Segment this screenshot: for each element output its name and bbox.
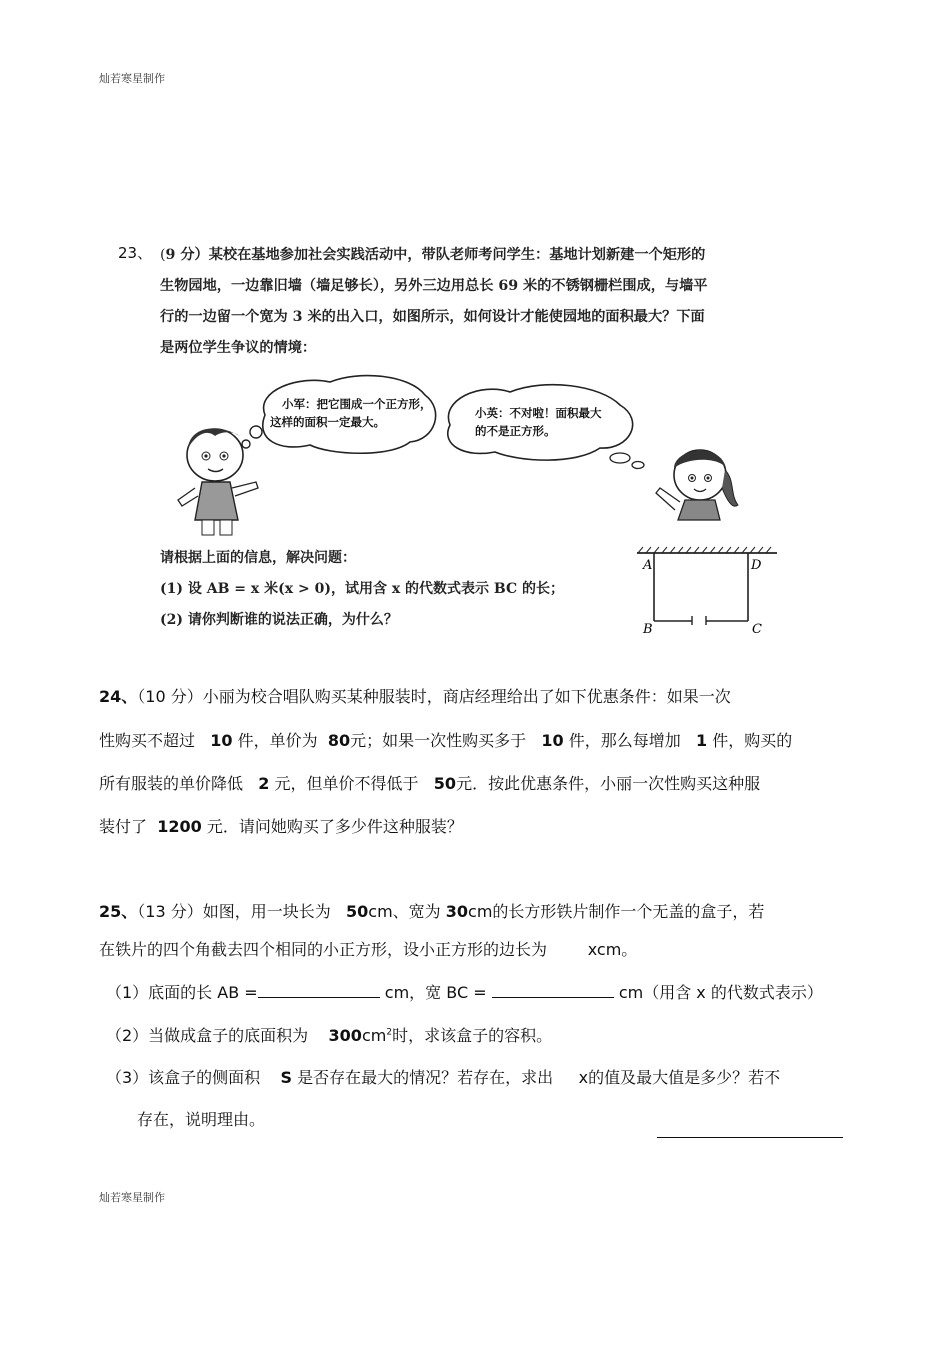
girl-thought-bubble: [448, 385, 644, 469]
page-footer: 灿若寒星制作: [99, 1191, 165, 1204]
boy-bubble-line-1: 小军：把它围成一个正方形，: [282, 397, 432, 411]
boy-bubble-line-2: 这样的面积一定最大。: [270, 415, 385, 429]
q25-line-1: 25、（13 分）如图，用一块长为 50cm、宽为 30cm的长方形铁片制作一个无盖的盒子，若: [99, 902, 765, 921]
boy-thought-bubble: [242, 376, 436, 454]
q24-line-2: 性购买不超过 10 件，单价为 80元；如果一次性购买多于 10 件，那么每增加 1 件，购买的: [99, 731, 793, 750]
garden-diagram: [632, 545, 782, 637]
q25-part-3: （3）该盒子的侧面积 S 是否存在最大的情况？若存在，求出 x的值及最大值是多少？若不: [106, 1068, 781, 1087]
label-A: A: [643, 558, 653, 573]
girl-cartoon-icon: [656, 450, 738, 520]
q25-part-2: （2）当做成盒子的底面积为 $300cm^2$时，求该盒子的容积。: [106, 1026, 553, 1045]
q24-score: （10 分）: [137, 687, 203, 706]
wall-hatching: [638, 547, 771, 553]
q23-line-1: (9 分）某校在基地参加社会实践活动中，带队老师考问学生：基地计划新建一个矩形的: [160, 247, 706, 263]
q23-line-1-text: 9 分）某校在基地参加社会实践活动中，带队老师考问学生：基地计划新建一个矩形的: [165, 247, 706, 263]
q24-number: 24、: [99, 687, 138, 706]
q23-problem-text: [160, 240, 780, 364]
q25-line-2: 在铁片的四个角截去四个相同的小正方形，设小正方形的边长为 xcm。: [99, 940, 638, 959]
ab-answer-blank[interactable]: [258, 983, 380, 998]
q24-line-3: 所有服装的单价降低 2 元，但单价不得低于 50元．按此优惠条件，小丽一次性购买这种服: [99, 774, 761, 793]
page-header: 灿若寒星制作: [99, 72, 165, 85]
label-C: C: [752, 622, 762, 637]
q25-part-1: （1）底面的长 AB = cm，宽 BC = cm（用含 x 的代数式表示）: [106, 983, 823, 1002]
q25-number: 25、: [99, 902, 138, 921]
girl-bubble-line-2: 的不是正方形。: [475, 424, 556, 438]
q24-line-1: [99, 684, 731, 707]
q23-prompt: 请根据上面的信息，解决问题：: [160, 550, 356, 566]
girl-bubble-line-1: 小英：不对啦！面积最大: [475, 406, 602, 420]
q23-line-3: 行的一边留一个宽为 3 米的出入口，如图所示，如何设计才能使园地的面积最大？下面: [160, 309, 705, 325]
q23-part-2: (2) 请你判断谁的说法正确，为什么？: [160, 612, 398, 628]
q23-number: 23、: [118, 244, 153, 262]
q24-text-1: 小丽为校合唱队购买某种服装时，商店经理给出了如下优惠条件：如果一次: [202, 687, 731, 706]
q23-part-1: (1) 设 AB = x 米(x > 0)，试用含 x 的代数式表示 BC 的长；: [160, 581, 565, 597]
label-B: B: [643, 622, 653, 637]
q23-line-2: 生物园地，一边靠旧墙（墙足够长），另外三边用总长 69 米的不锈钢栅栏围成，与墙平: [160, 278, 708, 294]
q23-line-4: 是两位学生争议的情境：: [160, 340, 317, 356]
q23-illustration: [160, 370, 800, 545]
q25-score: （13 分）: [137, 902, 203, 921]
bc-answer-blank[interactable]: [492, 983, 614, 998]
answer-line: [657, 1137, 843, 1138]
q25-part-3-cont: 存在，说明理由。: [137, 1110, 266, 1129]
label-D: D: [751, 558, 762, 573]
q24-line-4: 装付了 1200 元．请问她购买了多少件这种服装？: [99, 817, 463, 836]
